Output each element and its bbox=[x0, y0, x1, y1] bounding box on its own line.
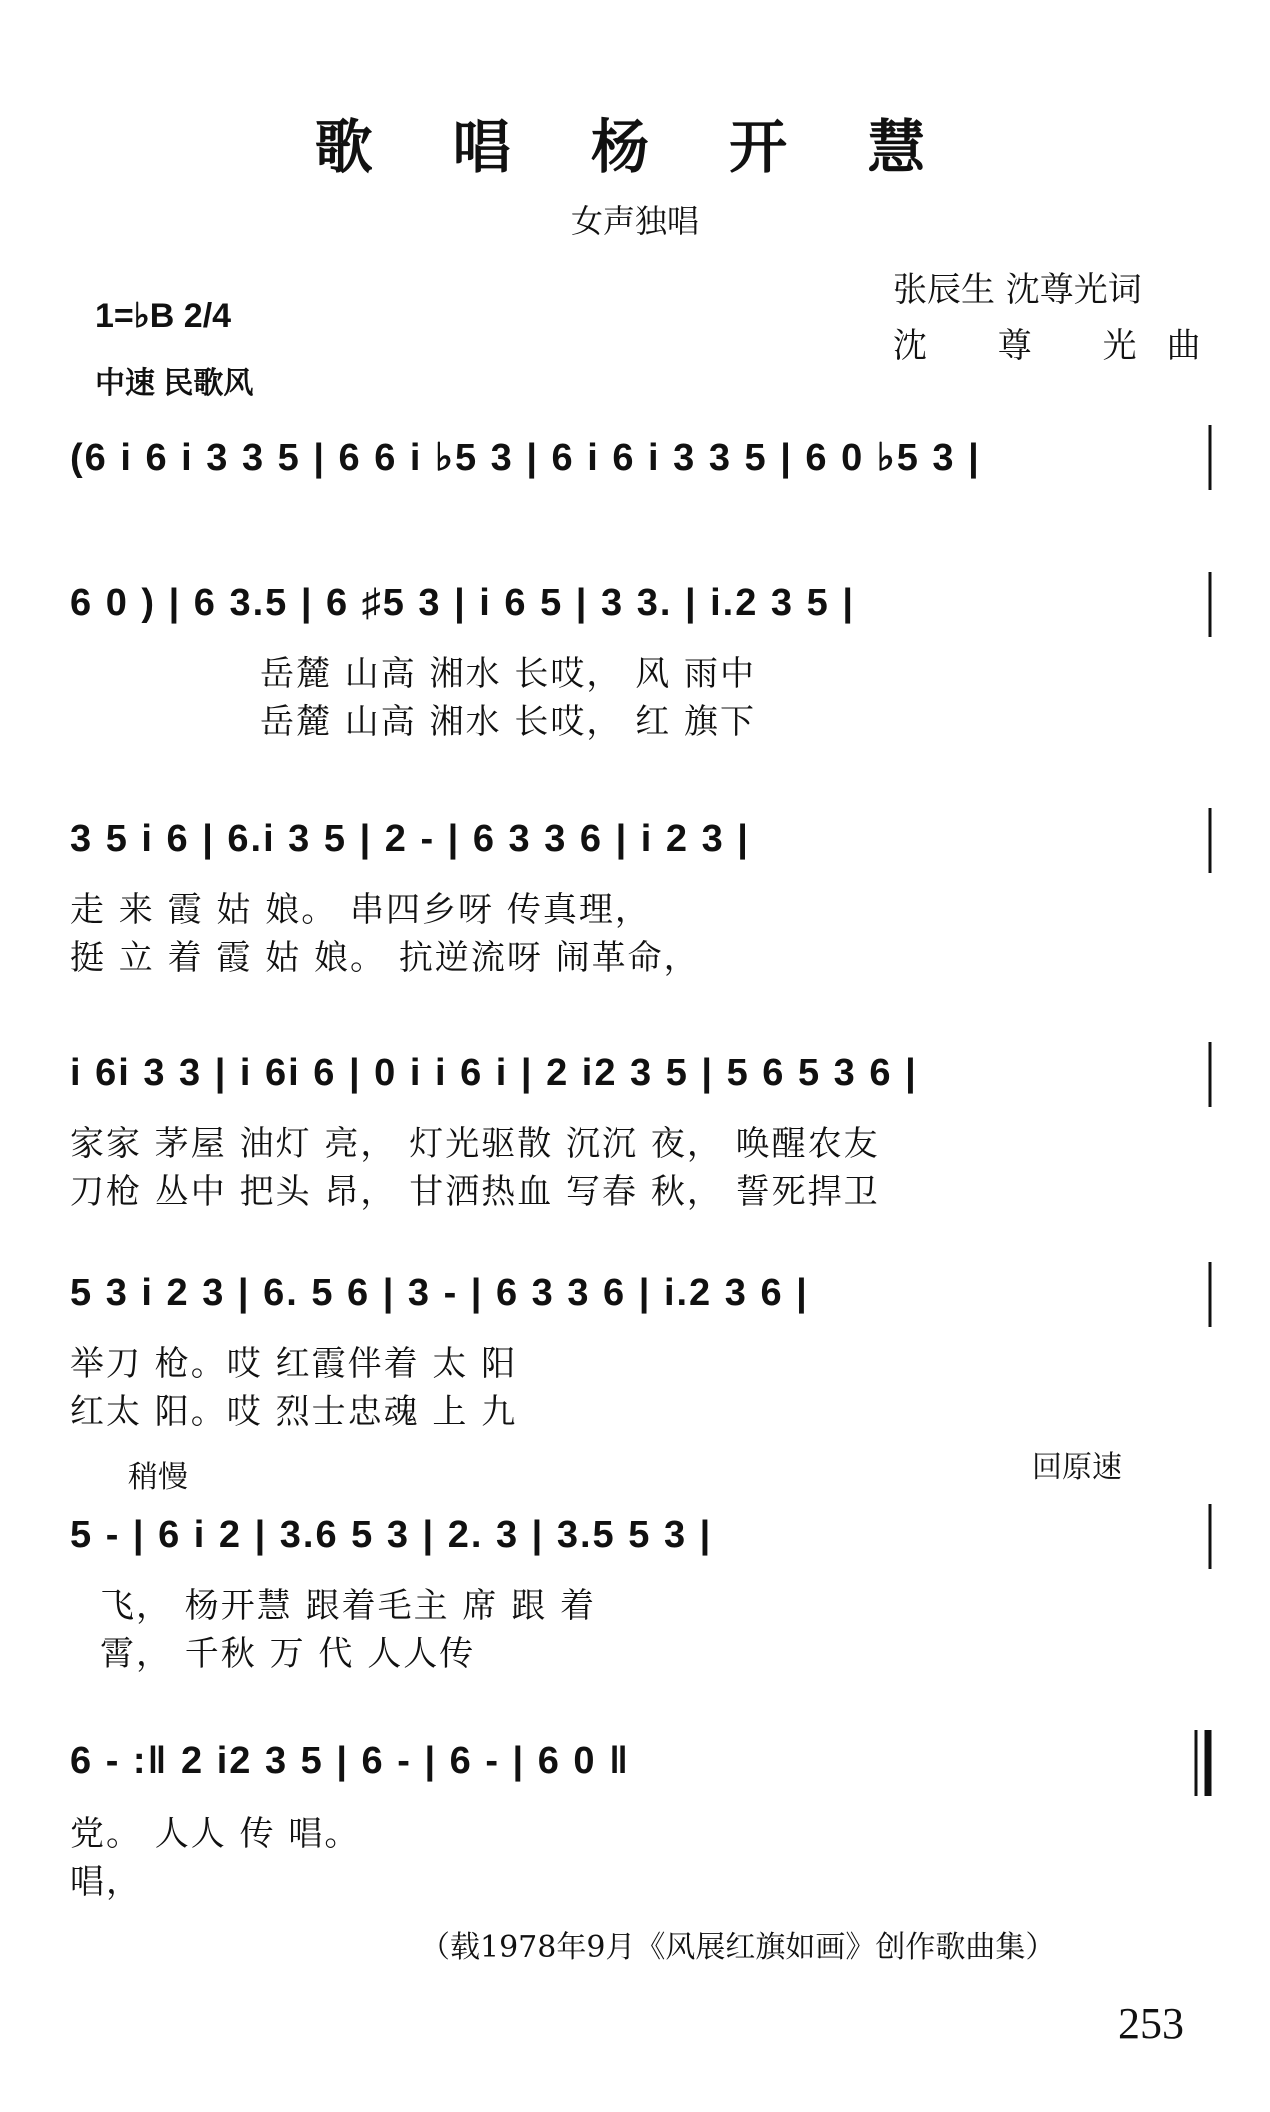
score-line-5-lyrics-verse1: 举刀 枪。哎 红霞伴着 太 阳 bbox=[70, 1344, 518, 1384]
lyricists-credit: 张辰生 沈尊光词 bbox=[893, 270, 1142, 310]
tempo-slow-marking: 稍慢 bbox=[128, 1460, 188, 1495]
score-line-6-lyrics-verse2: 霄， 千秋 万 代 人人传 bbox=[100, 1634, 476, 1674]
source-note: （载1978年9月《风展红旗如画》创作歌曲集） bbox=[420, 1930, 1056, 1965]
composer-credit: 沈 尊 光曲 bbox=[893, 326, 1231, 366]
score-line-2-notes: 6 0 ) | 6 3.5 | 6 ♯5 3 | i 6 5 | 3 3. | i.2 3 5 | bbox=[70, 582, 855, 624]
key-signature: 1=♭B 2/4 bbox=[95, 297, 232, 335]
score-line-2-lyrics-verse2: 岳麓 山高 湘水 长哎， 红 旗下 bbox=[260, 702, 757, 742]
score-line-5-notes: 5 3 i 2 3 | 6. 5 6 | 3 - | 6 3 3 6 | i.2 3 6 | bbox=[70, 1272, 809, 1314]
tempo-return-marking: 回原速 bbox=[1032, 1450, 1122, 1485]
score-line-7-lyrics-verse1: 党。 人人 传 唱。 bbox=[70, 1814, 361, 1854]
score-line-4-lyrics-verse1: 家家 茅屋 油灯 亮， 灯光驱散 沉沉 夜， 唤醒农友 bbox=[70, 1124, 880, 1164]
score-line-2-lyrics-verse1: 岳麓 山高 湘水 长哎， 风 雨中 bbox=[260, 654, 757, 694]
score-line-6-notes: 5 - | 6 i 2 | 3.6 5 3 | 2. 3 | 3.5 5 3 | bbox=[70, 1514, 713, 1556]
score-line-3-lyrics-verse2: 挺 立 着 霞 姑 娘。 抗逆流呀 闹革命， bbox=[70, 938, 700, 978]
score-line-3-notes: 3 5 i 6 | 6.i 3 5 | 2 - | 6 3 3 6 | i 2 3 | bbox=[70, 818, 750, 860]
score-line-6-lyrics-verse1: 飞， 杨开慧 跟着毛主 席 跟 着 bbox=[100, 1586, 597, 1626]
score-line-4-lyrics-verse2: 刀枪 丛中 把头 昂， 甘洒热血 写春 秋， 誓死捍卫 bbox=[70, 1172, 880, 1212]
score-line-1-notes: (6 i 6 i 3 3 5 | 6 6 i ♭5 3 | 6 i 6 i 3 3 5 | 6 0 ♭5 3 | bbox=[70, 437, 981, 479]
score-line-7-lyrics-verse2: 唱， bbox=[70, 1862, 142, 1902]
page-number: 253 bbox=[1118, 1999, 1184, 2048]
song-title: 歌 唱 杨 开 慧 bbox=[314, 113, 956, 181]
tempo-marking: 中速 民歌风 bbox=[95, 367, 254, 400]
score-line-4-notes: i 6i 3 3 | i 6i 6 | 0 i i 6 i | 2 i2 3 5 | 5 6 5 3 6 | bbox=[70, 1052, 918, 1094]
score-line-7-notes: 6 - :‖ 2 i2 3 5 | 6 - | 6 - | 6 0 ‖ bbox=[70, 1740, 631, 1782]
score-line-3-lyrics-verse1: 走 来 霞 姑 娘。 串四乡呀 传真理， bbox=[70, 890, 651, 930]
score-line-5-lyrics-verse2: 红太 阳。哎 烈士忠魂 上 九 bbox=[70, 1392, 518, 1432]
song-subtitle: 女声独唱 bbox=[570, 202, 699, 240]
